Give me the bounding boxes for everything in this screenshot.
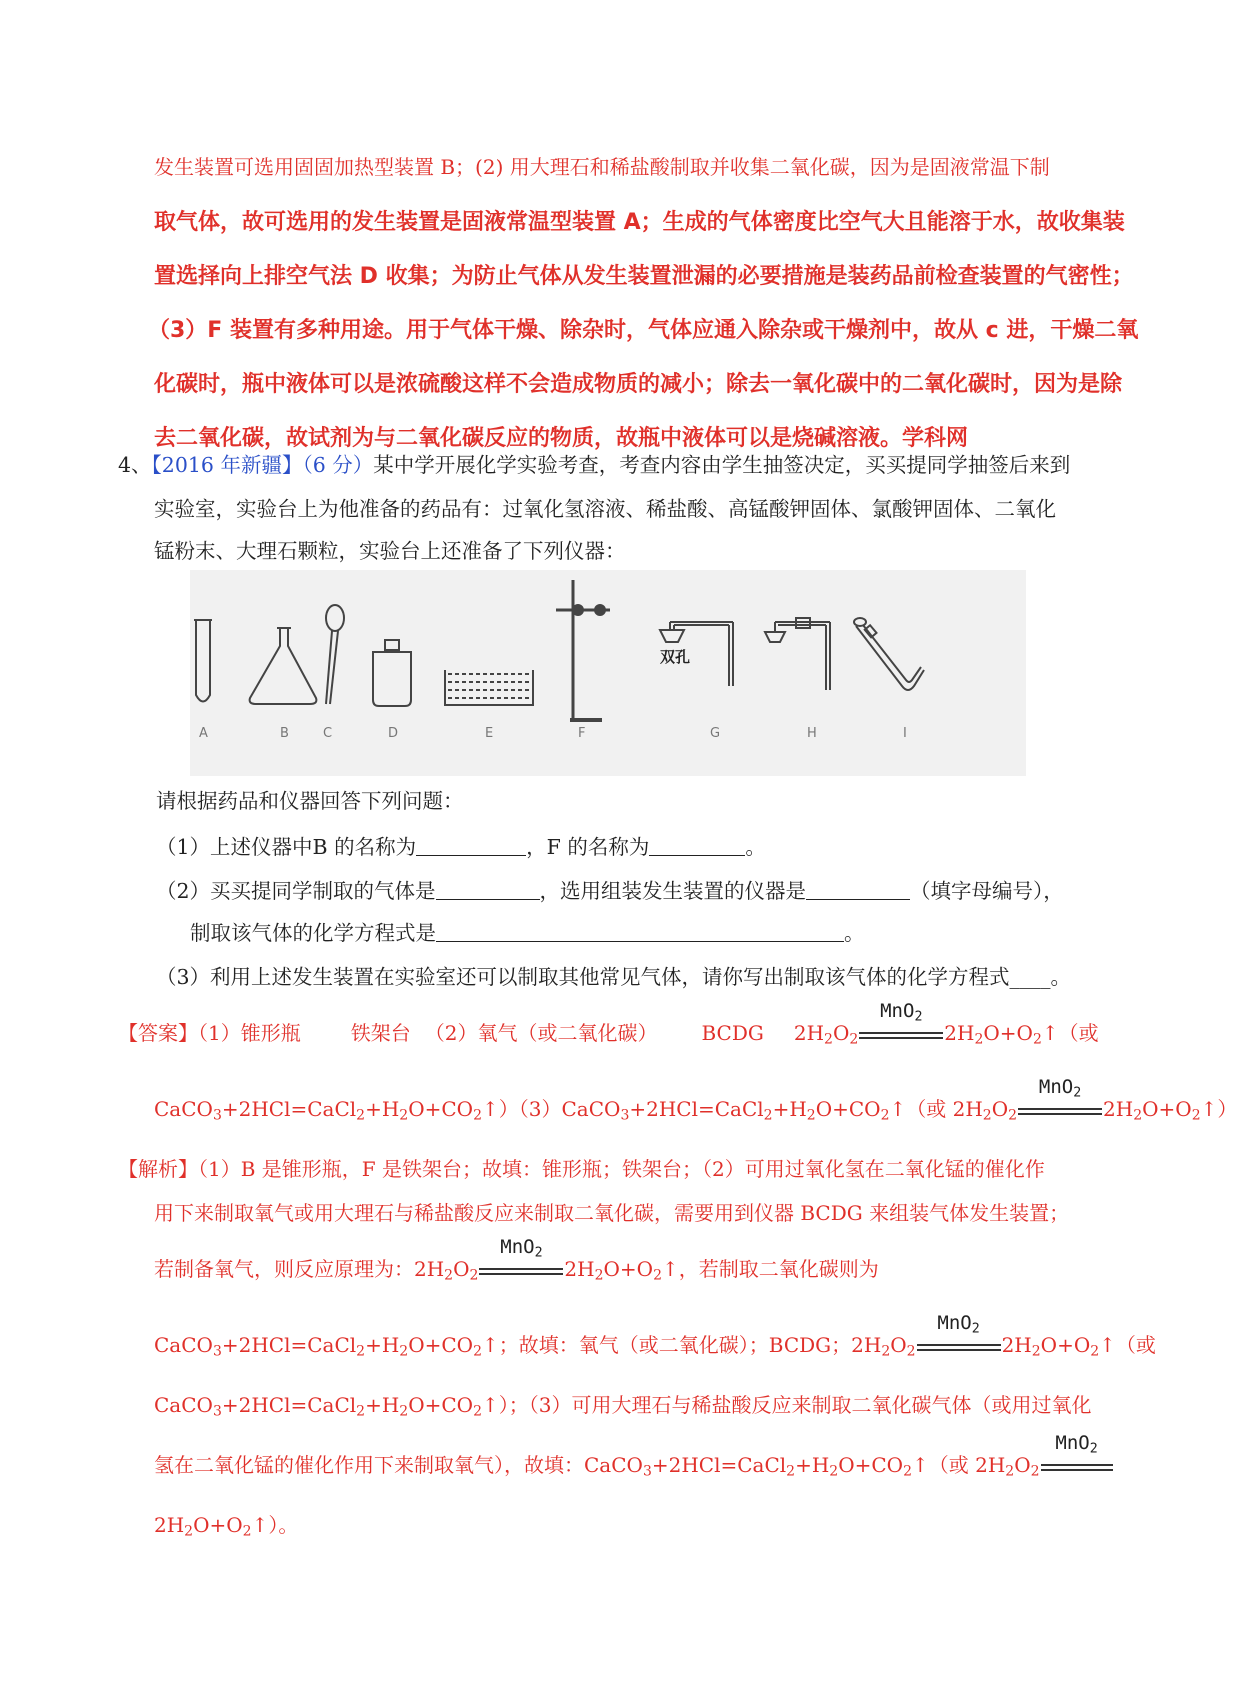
question-prompt: 请根据药品和仪器回答下列问题： xyxy=(156,789,464,813)
analysis-line-4: $CaCO_3+2HCl=CaCl_2+H_2O+CO_2↑$；故填：氧气（或二氧化碳）；BCDG；$2H_2O_2$ MnO$_2$ $2H_2O+O_2↑$（或 xyxy=(154,1312,1156,1360)
question-number: 4、 xyxy=(118,453,152,477)
two-hole-stopper-icon xyxy=(660,622,733,686)
test-tube-icon xyxy=(194,620,212,702)
catalyst-arrow: MnO$_2$ xyxy=(1041,1450,1113,1480)
label-I: I xyxy=(903,726,907,741)
question-stem-1: 某中学开展化学实验考查，考查内容由学生抽签决定，买买提同学抽签后来到 xyxy=(373,453,1071,477)
water-trough-icon xyxy=(445,670,533,705)
analysis-label: 【解析】 xyxy=(118,1157,198,1181)
question-header xyxy=(118,450,1070,480)
prev-analysis-line-4: （3）F 装置有多种用途。用于气体干燥、除杂时，气体应通入除杂或干燥剂中，故从 c 进，干燥二氧 xyxy=(148,318,1139,343)
prev-analysis-line-1: 发生装置可选用固固加热型装置 B；(2) 用大理石和稀盐酸制取并收集二氧化碳，因为是固液常温下制 xyxy=(154,155,1050,179)
label-D: D xyxy=(388,726,399,741)
question-stem-2: 实验室，实验台上为他准备的药品有：过氧化氢溶液、稀盐酸、高锰酸钾固体、氯酸钾固体、二氧化 xyxy=(154,497,1056,521)
blank-5[interactable] xyxy=(436,919,844,942)
sub-question-3: （3）利用上述发生装置在实验室还可以制取其他常见气体，请你写出制取该气体的化学方程式____。 xyxy=(156,965,1072,989)
sub-question-2: （2）买买提同学制取的气体是 ，选用组装发生装置的仪器是 （填字母编号）， xyxy=(156,879,1064,903)
label-A: A xyxy=(199,726,208,741)
catalyst-arrow: MnO$_2$ xyxy=(859,1018,943,1048)
catalyst-arrow: MnO$_2$ xyxy=(1018,1094,1102,1124)
instruments-figure xyxy=(190,570,1026,776)
question-source: 【2016 年新疆】 xyxy=(151,453,303,477)
conical-flask-icon xyxy=(250,628,317,704)
blank-3[interactable] xyxy=(436,877,540,900)
prev-analysis-line-2: 取气体，故可选用的发生装置是固液常温型装置 A；生成的气体密度比空气大且能溶于水，故收集装 xyxy=(154,210,1125,235)
analysis-line-2: 用下来制取氧气或用大理石与稀盐酸反应来制取二氧化碳，需要用到仪器 BCDG 来组装气体发生装置； xyxy=(154,1201,1070,1225)
blank-1[interactable] xyxy=(416,833,526,856)
answer-line-2: $CaCO_3+2HCl=CaCl_2+H_2O+CO_2↑)(3)CaCO_3+2HCl=CaCl_2+H_2O+CO_2↑$（或 $2H_2O_2$ MnO$_2$ $2H_2O+O_2↑$） xyxy=(154,1076,1237,1124)
catalyst-arrow: MnO$_2$ xyxy=(479,1254,563,1284)
label-F: F xyxy=(578,726,586,741)
prev-analysis-line-3: 置选择向上排空气法 D 收集；为防止气体从发生装置泄漏的必要措施是装药品前检查装置的气密性； xyxy=(154,264,1134,289)
gas-jar-icon xyxy=(373,640,411,706)
catalyst-arrow: MnO$_2$ xyxy=(917,1330,1001,1360)
analysis-line-6: 氢在二氧化锰的催化作用下来制取氧气），故填：$CaCO_3+2HCl=CaCl_2+H_2O+CO_2↑$（或 $2H_2O_2$ MnO$_2$ xyxy=(154,1450,1114,1480)
blank-2[interactable] xyxy=(649,833,745,856)
answer-label: 【答案】 xyxy=(118,1021,198,1045)
answer-line-1: 【答案】（1）锥形瓶 铁架台 （2）氧气（或二氧化碳） BCDG $2H_2O_2$ MnO$_2$ $2H_2O+O_2↑$（或 xyxy=(118,1000,1099,1048)
single-hole-stopper-icon xyxy=(765,618,830,690)
prev-analysis-line-5: 化碳时，瓶中液体可以是浓硫酸这样不会造成物质的减小；除去一氧化碳中的二氧化碳时，因为是除 xyxy=(154,372,1123,397)
shuang-kong-label: 双孔 xyxy=(660,648,691,666)
analysis-line-3: 若制备氧气，则反应原理为：$2H_2O_2$ MnO$_2$ $2H_2O+O_2↑$，若制取二氧化碳则为 xyxy=(154,1236,879,1284)
analysis-line-5: $CaCO_3+2HCl=CaCl_2+H_2O+CO_2↑$）；（3）可用大理石与稀盐酸反应来制取二氧化碳气体（或用过氧化 xyxy=(154,1393,1092,1420)
sub-question-2-equation: 制取该气体的化学方程式是 。 xyxy=(190,921,865,945)
prev-analysis-line-6: 去二氧化碳，故试剂为与二氧化碳反应的物质，故瓶中液体可以是烧碱溶液。学科网 xyxy=(154,426,969,451)
funnel-icon xyxy=(326,605,344,704)
label-C: C xyxy=(323,726,333,741)
label-G: G xyxy=(710,726,721,741)
question-stem-3: 锰粉末、大理石颗粒，实验台上还准备了下列仪器： xyxy=(154,539,626,563)
iron-stand-icon xyxy=(556,580,610,720)
label-E: E xyxy=(485,726,494,741)
label-H: H xyxy=(807,726,817,741)
sub-question-1: （1）上述仪器中B 的名称为 ，F 的名称为 。 xyxy=(156,835,766,859)
analysis-line-1: 【解析】（1）B 是锥形瓶，F 是铁架台；故填：锥形瓶；铁架台；（2）可用过氧化氢在二氧化锰的催化作 xyxy=(118,1157,1045,1181)
label-B: B xyxy=(280,726,289,741)
analysis-line-7: $2H_2O+O_2↑$）。 xyxy=(154,1513,299,1540)
question-score: （6 分） xyxy=(302,453,374,477)
bent-tube-icon xyxy=(854,618,924,690)
blank-4[interactable] xyxy=(806,877,910,900)
